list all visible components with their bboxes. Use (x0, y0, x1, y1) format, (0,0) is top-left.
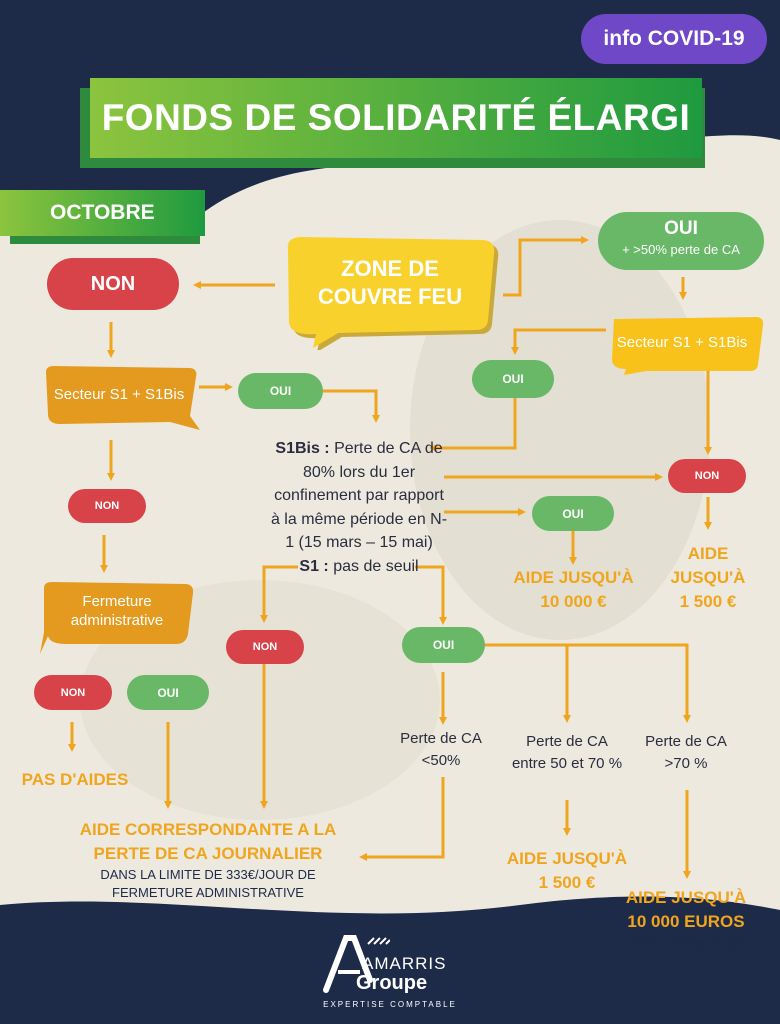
non-left2-pill: NON (68, 489, 146, 523)
aide-10000-line2: 10 000 € (540, 592, 607, 611)
secteur-right: Secteur S1 + S1Bis (616, 333, 748, 351)
oui-mid-left-pill: OUI (238, 373, 323, 409)
s1bis-condition-text (270, 437, 448, 578)
aide-1500-right-line1: AIDE (687, 544, 729, 563)
s1bis-label: S1Bis : (275, 440, 330, 457)
aide-10000-euros-result (596, 886, 776, 952)
non-left-pill: NON (47, 258, 179, 310)
s1-description: pas de seuil (333, 557, 419, 575)
aide-1500-right-result (662, 542, 754, 614)
non-right2-pill: NON (668, 459, 746, 493)
aide-1500-right-line2: JUSQU'À (670, 568, 746, 587)
logo-sub: Groupe (356, 972, 428, 994)
zone-couvre-feu: ZONE DE COUVRE FEU (317, 256, 463, 309)
perte-lt50: Perte de CA <50% (400, 730, 482, 769)
secteur-left: Secteur S1 + S1Bis (53, 385, 185, 403)
oui-right-pill (598, 212, 764, 270)
aide-10000-euros-line2: 10 000 EUROS (627, 912, 745, 931)
s1-label: S1 : (299, 557, 329, 575)
oui-center-pill: OUI (532, 496, 614, 531)
month-label: OCTOBRE (50, 201, 155, 224)
oui-right-title: OUI (664, 218, 698, 239)
aide-10000-line1: AIDE JUSQU'À (513, 568, 634, 587)
non-bottom-pill: NON (34, 675, 112, 710)
covid-badge: info COVID-19 (581, 14, 767, 64)
aide-corresp-line4: FERMETURE ADMINISTRATIVE (112, 885, 304, 900)
aide-correspondante-result (48, 818, 368, 902)
amarris-logo (310, 930, 470, 1016)
aide-1500-mid-line2: 1 500 € (538, 873, 596, 892)
logo-name: AMARRIS (362, 954, 447, 973)
oui-right-subtitle: + >50% perte de CA (622, 242, 740, 257)
aide-corresp-line1: AIDE CORRESPONDANTE A LA (79, 820, 337, 839)
aide-corresp-line2: PERTE DE CA JOURNALIER (93, 844, 323, 863)
aide-10000-result (496, 566, 651, 614)
logo-tagline: EXPERTISE COMPTABLE (323, 1000, 457, 1009)
page-title: FONDS DE SOLIDARITÉ ÉLARGI (101, 97, 691, 138)
oui-bottom-pill: OUI (127, 675, 209, 710)
aide-1500-right-line3: 1 500 € (679, 592, 737, 611)
oui-mid-right-pill: OUI (472, 360, 554, 398)
aide-1500-mid-line1: AIDE JUSQU'À (506, 849, 628, 868)
perte-gt70: Perte de CA >70 % (645, 733, 727, 772)
aide-10000-euros-line1: AIDE JUSQU'À (625, 888, 747, 907)
fermeture-administrative: Fermeture administrative (70, 593, 164, 629)
s1bis-description: Perte de CA de 80% lors du 1er confinement par rapport à la même période en N-1 (15 mars – 15 mai) (270, 440, 448, 551)
perte-50-70: Perte de CA entre 50 et 70 % (511, 733, 623, 772)
pas-daides: PAS D'AIDES (21, 770, 129, 789)
aide-corresp-line3: DANS LA LIMITE DE 333€/JOUR DE (100, 867, 316, 882)
aide-10000-euros-line3: (LIMITÉ À 60% DU CA) (622, 936, 750, 950)
oui-lower-pill: OUI (402, 627, 485, 663)
non-center-pill: NON (226, 630, 304, 664)
